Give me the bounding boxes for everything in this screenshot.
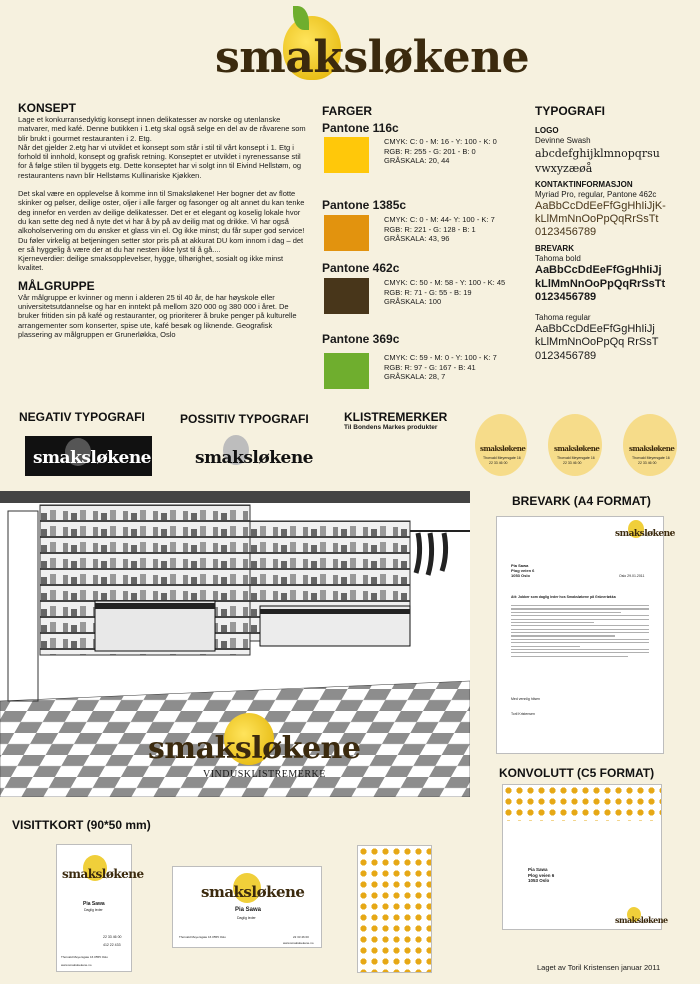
colors-heading: FARGER [322,104,373,118]
bold-digits: 0123456789 [535,291,597,303]
concept-heading: KONSEPT [18,101,77,115]
card-v-web: www.smaksloekene.no [61,963,92,967]
business-card-back-pattern [357,845,432,973]
logo-font-name: Devinne Swash [535,136,591,145]
concept-paragraph-4: Kjerneverdier: deilige smaksopplevelser, hygge, tilhørighet, sosialt og ikke minst kvalitet. [18,254,284,273]
letterhead-closing: Med vennlig hilsen [511,697,540,701]
brevark-font-label: BREVARK [535,244,574,253]
pantone-369-spec: CMYK: C: 59 - M: 0 - Y: 100 - K: 7 RGB: R: 97 - G: 167 - B: 41 GRÅSKALA: 28, 7 [384,353,497,381]
window-sticker-logo [148,713,361,783]
card-h-role: Daglig leder [237,916,256,920]
stickers-subheading: Til Bondens Markes produkter [344,424,438,431]
brevark-font-name: Tahoma bold [535,254,581,263]
sticker-label-2: smaksløkene Thorvald Meyersgate 16 22 33 46 00 [548,414,602,476]
positive-wordmark: smaksløkene [195,448,313,468]
card-v-mobile: 412 22 433 [103,943,121,947]
card-v-role: Daglig leder [84,908,103,912]
letterhead-logo: smaksløkene [615,529,675,539]
business-card-vertical [56,844,144,972]
store-illustration-panel [0,491,470,797]
positive-logo [193,434,313,474]
letterhead-sheet [496,516,675,754]
envelope-sheet [502,784,668,930]
pantone-1385-name: Pantone 1385c [322,198,407,212]
envelope-heading: KONVOLUTT (C5 FORMAT) [499,766,655,780]
concept-paragraph-1: Lage et konkurransedyktig konsept innen delikatesser av norske og utenlanske matvarer, med kafé. Denne butikken i 1.etg skal også selge en del av de råvarene som blir brukt i gourmet restauranten i 2. Etg. [18,115,306,143]
letterhead-recipient: Pia Sawa Plog veien 6 1053 Oslo [511,563,535,578]
contact-font-name: Myriad Pro, regular, Pantone 462c [535,190,657,199]
positive-heading: POSSITIV TYPOGRAFI [180,412,309,426]
envelope-logo: smaksløkene [615,915,668,925]
typography-section [535,104,695,363]
business-card-horizontal [172,866,322,948]
contact-digits: 0123456789 [535,226,597,238]
pantone-462-name: Pantone 462c [322,261,400,275]
pantone-1385-swatch [324,215,369,251]
sticker-label-3: smaksløkene Thorvald Meyersgate 16 22 33 46 00 [623,414,677,476]
concept-paragraph-3: Det skal være en opplevelse å komme inn til Smaksløkene! Her bogner det av flotte skinker og pølser, deilige oster, oljer i alle farger og fasonger og alt annet du kan tenke deg innefor en verden av deilige delikatesser. Det er et elegant og koselig lokale hvor du kan sette deg ned å nyte det vi har å by på av deilig mat og drikke. Vi har også alkoholservering om du ønsker et glass vin el. Og ikke minst; du får super god service! Du føler virkelig at betjeningen setter stor pris på at akkurat DU kom innom i dag – det er så hyggelig å være der at du har nesten ikke lyst til å gå.... [18,189,305,254]
target-heading: MÅLGRUPPE [18,278,95,293]
contact-sample-1: AaBbCcDdEeFfGgHhIiJjK- [535,200,666,212]
card-h-phone: 22 33 46 00 [293,935,309,939]
regular-font-label: Tahoma regular [535,312,591,322]
pantone-462-spec: CMYK: C: 50 - M: 58 - Y: 100 - K: 45 RGB: R: 71 - G: 55 - B: 19 GRÅSKALA: 100 [384,278,506,306]
business-card-heading: VISITTKORT (90*50 mm) [12,818,151,832]
negative-heading: NEGATIV TYPOGRAFI [19,410,145,424]
logo-wordmark: smaksløkene [215,32,530,83]
window-wordmark: smaksløkene [148,731,361,766]
negative-logo [25,436,152,476]
logo-font-sample: abcdefghijklmnopqrsu vwxyzæøå [535,147,660,175]
bold-sample-2: kLlMmNnOoPpQqRrSsTt [535,277,666,290]
card-h-web: www.smaksloekene.no [283,941,314,945]
typography-heading: TYPOGRAFI [535,104,606,118]
sticker-label-1: smaksløkene Thorvald Meyersgate 16 22 33 46 00 [475,414,527,476]
concept-section [18,102,308,339]
bold-sample-1: AaBbCcDdEeFfGgHhIiJj [535,264,662,276]
letterhead-signature: Toril Kristensen [511,712,535,716]
card-h-address: Thorvald Meyersgate 16 0555 Oslo [179,935,226,939]
pantone-369-swatch [324,353,369,389]
contact-sample-2: kLlMmNnOoPpQqRrSsTt [535,213,659,225]
logo-font-label: LOGO [535,126,559,135]
concept-paragraph-2: Når det gjelder 2.etg har vi utviklet et konsept som står i stil til vårt konsept i 1. Etg i forhold til innhold, konsept og grafisk retning. Konseptet er utviklet i nyrenessanse stil for å følge stilen til byggets etg. Dette konseptet har vi solgt inn til Eivind Hellstøm, og restaurantens navn blir Hellstøms Kullinariske Kjøkken. [18,142,302,180]
pantone-116-swatch [324,137,369,173]
colors-section [320,102,520,402]
negative-wordmark: smaksløkene [33,448,151,468]
regular-sample-2: kLlMmNnOoPpQq RrSsT [535,336,659,348]
pantone-1385-spec: CMYK: C: 0 - M: 44- Y: 100 - K: 7 RGB: R: 221 - G: 128 - B: 1 GRÅSKALA: 43, 96 [384,215,495,243]
contact-font-label: KONTAKTINFORMASJON [535,180,633,189]
pantone-116-spec: CMYK: C: 0 - M: 16 - Y: 100 - K: 0 RGB: R: 255 - G: 201 - B: 0 GRÅSKALA: 20, 44 [384,137,497,165]
card-v-phone: 22 33 46 00 [103,935,122,939]
letterhead-body [511,605,649,659]
target-text: Vår målgruppe er kvinner og menn i alderen 25 til 40 år, de har høyskole eller universitetsutdannelse og har en inntekt på mellom 320 000 og 380 000 i året. De bruker fritiden sin på kafé og restauranter, og prioriterer å bruke penger på kulturelle arrangementer som konserter, spise ute, kafé besøk og liknende. Geografisk plassering av målgruppen er Grunerløkka, Oslo [18,292,297,339]
letterhead-subject: Att: Jobber som daglig leder hos Smaksløkene på Grünerløkka [511,595,616,599]
stickers-heading: KLISTREMERKER [344,410,448,424]
card-h-name: Pia Sawa [235,907,262,913]
card-v-name: Pia Sawa [83,901,105,907]
pantone-462-swatch [324,278,369,314]
card-h-logo: smaksløkene [201,883,305,901]
card-v-address: Thorvald Meyersgate 16 0555 Oslo [61,955,108,959]
envelope-pattern-band [503,785,661,821]
pantone-369-name: Pantone 369c [322,332,400,346]
footer-credit: Laget av Toril Kristensen januar 2011 [537,963,661,972]
stickers-section [330,410,690,480]
regular-sample-1: AaBbCcDdEeFfGgHhIiJj [535,322,655,335]
card-v-logo: smaksløkene [62,867,144,881]
regular-digits: 0123456789 [535,349,597,362]
envelope-recipient: Pia Sawa Plog veien 6 1053 Oslo [528,867,555,883]
letterhead-date: Oslo 29.01.2011 [619,574,645,578]
letterhead-heading: BREVARK (A4 FORMAT) [512,494,651,508]
top-logo [215,6,530,86]
window-sticker-caption: VINDUSKLISTREMERKE [203,769,326,780]
pantone-116-name: Pantone 116c [322,121,399,135]
